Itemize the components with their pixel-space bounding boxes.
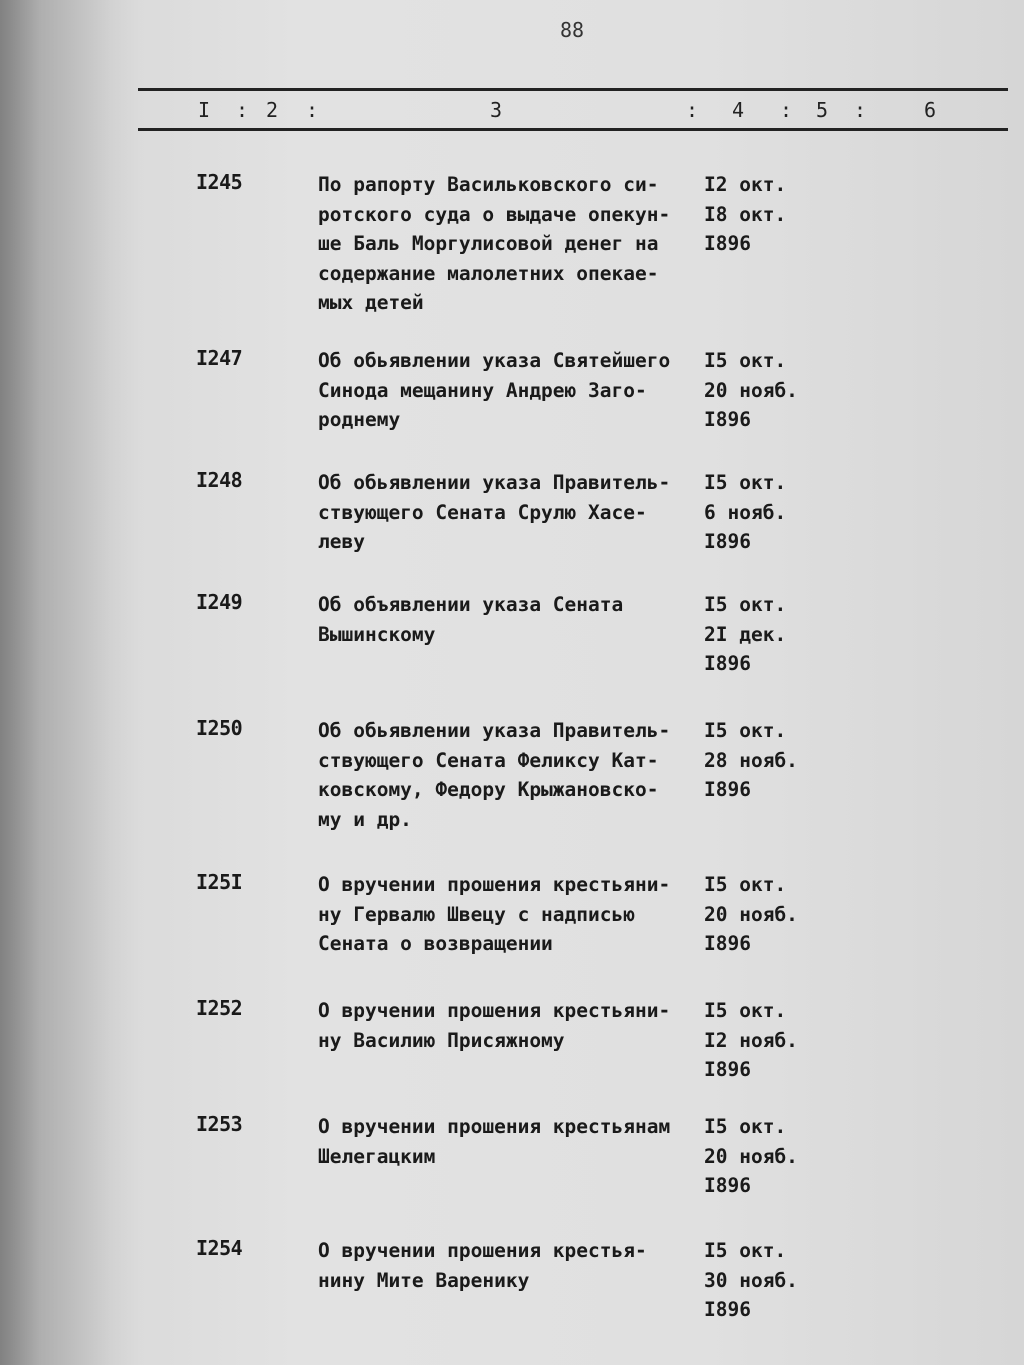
header-rule-top [138, 88, 1008, 91]
description-line: О вручении прошения крестья- [318, 1239, 647, 1262]
description-line: По рапорту Васильковского си- [318, 173, 659, 196]
page-fold-shadow [0, 0, 140, 1365]
date-year: I896 [704, 652, 751, 675]
entry-number: I245 [196, 170, 243, 194]
description-line: ротского суда о выдаче опекун- [318, 202, 671, 226]
description-line: ствующего Сената Феликсу Кат- [318, 748, 659, 772]
date-start: I5 окт. [704, 719, 787, 742]
entry-number: I250 [196, 716, 243, 740]
entry-number: I254 [196, 1236, 243, 1260]
entry-number: I249 [196, 590, 243, 614]
entry-number: I247 [196, 346, 243, 370]
description-line: ну Гервалю Швецу с надписью [318, 902, 635, 926]
column-separator: : [780, 98, 793, 122]
date-start: I5 окт. [704, 999, 787, 1022]
date-end: 30 нояб. [704, 1268, 798, 1292]
entry-description [318, 468, 708, 557]
column-header-4: 4 [732, 98, 745, 122]
date-year: I896 [704, 1298, 751, 1321]
entry-dates [704, 590, 786, 679]
entry-number: I25I [196, 870, 243, 894]
entry-description [318, 870, 708, 959]
entry-dates [704, 346, 798, 435]
description-line: содержание малолетних опекае- [318, 261, 659, 285]
entry-description [318, 1112, 708, 1171]
date-end: 28 нояб. [704, 748, 798, 772]
description-line: леву [318, 530, 365, 553]
description-line: О вручении прошения крестьяни- [318, 999, 671, 1022]
column-header-2: 2 [266, 98, 279, 122]
header-rule-bottom [138, 128, 1008, 131]
description-line: Об объявлении указа Сената [318, 593, 624, 616]
date-start: I5 окт. [704, 1239, 787, 1262]
date-end: 2I дек. [704, 622, 787, 646]
description-line: О вручении прошения крестьянам [318, 1115, 671, 1138]
description-line: ну Василию Присяжному [318, 1028, 565, 1052]
description-line: Шелегацким [318, 1144, 436, 1168]
description-line: Синода мещанину Андрею Заго- [318, 378, 647, 402]
description-line: Об обьявлении указа Правитель- [318, 471, 671, 494]
entry-number: I248 [196, 468, 243, 492]
date-start: I5 окт. [704, 349, 787, 372]
entry-description [318, 1236, 708, 1295]
description-line: Сената о возвращении [318, 932, 553, 955]
entry-description [318, 170, 708, 318]
column-header-6: 6 [924, 98, 937, 122]
entry-description [318, 346, 708, 435]
description-line: ковскому, Федору Крыжановско- [318, 778, 659, 801]
date-year: I896 [704, 932, 751, 955]
description-line: Об обьявлении указа Правитель- [318, 719, 671, 742]
column-header-3: 3 [490, 98, 503, 122]
entry-dates [704, 468, 786, 557]
page-number: 88 [560, 18, 585, 42]
entry-dates [704, 1236, 798, 1325]
date-year: I896 [704, 408, 751, 431]
entry-dates [704, 1112, 798, 1201]
date-year: I896 [704, 1058, 751, 1081]
description-line: ше Баль Моргулисовой денег на [318, 232, 659, 255]
date-start: I5 окт. [704, 593, 787, 616]
description-line: Вышинскому [318, 622, 436, 646]
entry-dates [704, 716, 798, 805]
description-line: ствующего Сената Срулю Хасе- [318, 500, 647, 524]
date-start: I5 окт. [704, 471, 787, 494]
date-end: 6 нояб. [704, 500, 787, 524]
date-end: 20 нояб. [704, 378, 798, 402]
date-end: I2 нояб. [704, 1028, 798, 1052]
column-header-5: 5 [816, 98, 829, 122]
column-separator: : [236, 98, 249, 122]
description-line: нину Мите Варенику [318, 1268, 530, 1292]
date-start: I5 окт. [704, 1115, 787, 1138]
date-year: I896 [704, 778, 751, 801]
date-year: I896 [704, 1174, 751, 1197]
entry-dates [704, 870, 798, 959]
date-year: I896 [704, 530, 751, 553]
description-line: роднему [318, 408, 401, 431]
entry-dates [704, 170, 786, 259]
entry-dates [704, 996, 798, 1085]
entry-number: I252 [196, 996, 243, 1020]
entry-description [318, 716, 708, 834]
date-start: I5 окт. [704, 873, 787, 896]
column-separator: : [854, 98, 867, 122]
description-line: О вручении прошения крестьяни- [318, 873, 671, 896]
date-end: I8 окт. [704, 202, 787, 226]
entry-number: I253 [196, 1112, 243, 1136]
description-line: мых детей [318, 291, 424, 314]
date-year: I896 [704, 232, 751, 255]
column-separator: : [686, 98, 699, 122]
description-line: Об обьявлении указа Святейшего [318, 349, 671, 372]
entry-description [318, 996, 708, 1055]
entry-description [318, 590, 708, 649]
column-separator: : [306, 98, 319, 122]
description-line: му и др. [318, 807, 412, 831]
column-header-1: I [198, 98, 211, 122]
date-end: 20 нояб. [704, 902, 798, 926]
date-end: 20 нояб. [704, 1144, 798, 1168]
date-start: I2 окт. [704, 173, 787, 196]
